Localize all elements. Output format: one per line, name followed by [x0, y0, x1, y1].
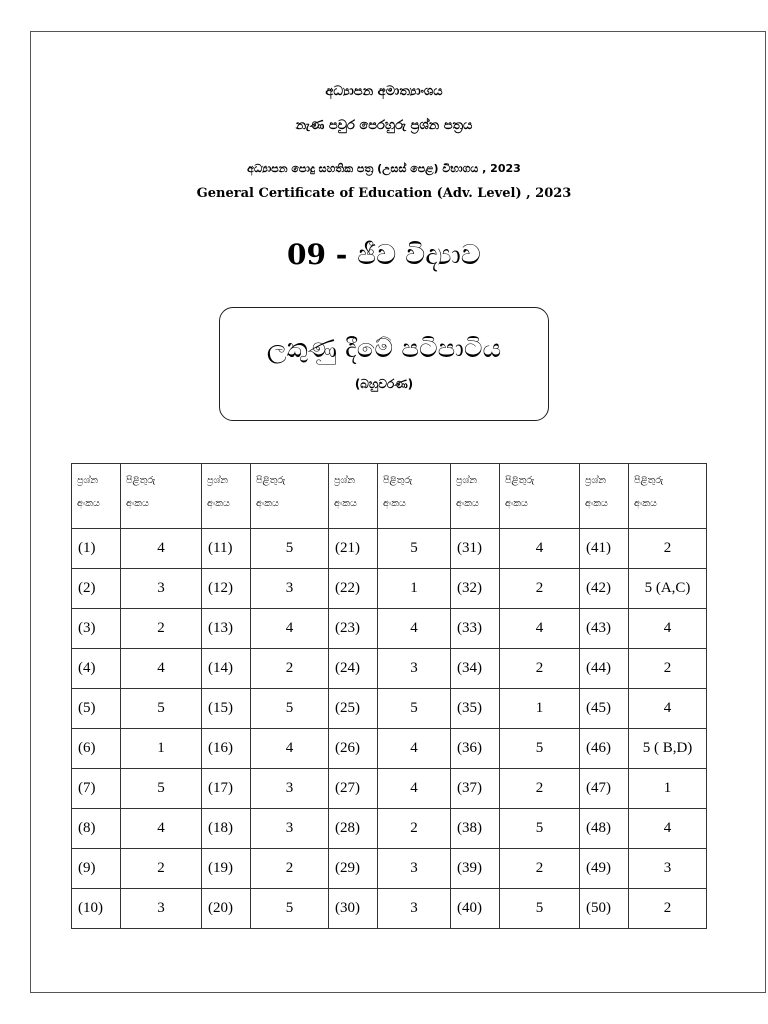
marking-scheme-subtitle: (බහුවරණ): [354, 377, 414, 391]
answer-cell: 4: [251, 729, 329, 769]
question-cell: (24): [329, 649, 378, 689]
answer-number-header: පිළිතුරු අංකය: [500, 464, 580, 529]
marking-scheme-box: [219, 307, 549, 421]
question-cell: (44): [580, 649, 629, 689]
subject-heading: [0, 238, 768, 272]
answer-cell: 4: [629, 689, 707, 729]
table-row: [72, 649, 707, 689]
answer-cell: 3: [378, 849, 451, 889]
question-cell: (3): [72, 609, 121, 649]
table-row: [72, 769, 707, 809]
answer-cell: 4: [629, 609, 707, 649]
answer-cell: 3: [378, 889, 451, 929]
answer-cell: 5: [500, 809, 580, 849]
answer-cell: 5 (A,C): [629, 569, 707, 609]
subject-name: ජීව විද්‍යාව: [357, 238, 481, 271]
subject-code: 09 -: [287, 238, 348, 271]
table-row: [72, 849, 707, 889]
table-row: [72, 809, 707, 849]
answer-cell: 3: [378, 649, 451, 689]
answer-cell: 5: [251, 689, 329, 729]
question-cell: (27): [329, 769, 378, 809]
answer-cell: 2: [629, 889, 707, 929]
answer-cell: 2: [500, 649, 580, 689]
question-cell: (8): [72, 809, 121, 849]
question-cell: (18): [202, 809, 251, 849]
answer-cell: 3: [121, 569, 202, 609]
question-cell: (31): [451, 529, 500, 569]
question-cell: (42): [580, 569, 629, 609]
answer-cell: 1: [629, 769, 707, 809]
question-cell: (41): [580, 529, 629, 569]
answer-cell: 4: [500, 529, 580, 569]
marking-scheme-title: ලකුණු දීමේ පටිපාටිය: [266, 334, 502, 364]
table-row: [72, 609, 707, 649]
answer-cell: 2: [500, 769, 580, 809]
question-cell: (9): [72, 849, 121, 889]
ministry-title: අධ්‍යාපන අමාත්‍යාංශය: [325, 84, 443, 99]
question-cell: (46): [580, 729, 629, 769]
answer-cell: 5: [251, 529, 329, 569]
table-row: [72, 729, 707, 769]
answer-number-header: පිළිතුරු අංකය: [251, 464, 329, 529]
question-number-header: ප්‍රශ්න අංකය: [329, 464, 378, 529]
answer-cell: 4: [251, 609, 329, 649]
answer-cell: 5: [500, 729, 580, 769]
answer-cell: 5: [378, 529, 451, 569]
exam-name-english: General Certificate of Education (Adv. Level) , 2023: [196, 186, 572, 201]
question-cell: (7): [72, 769, 121, 809]
question-cell: (13): [202, 609, 251, 649]
answer-cell: 3: [251, 569, 329, 609]
answer-cell: 2: [629, 529, 707, 569]
question-cell: (26): [329, 729, 378, 769]
table-row: [72, 529, 707, 569]
paper-title: නැණ පවුර පෙරහුරු ප්‍රශ්න පත්‍රය: [295, 118, 473, 133]
answer-cell: 2: [251, 849, 329, 889]
answer-cell: 1: [121, 729, 202, 769]
question-cell: (48): [580, 809, 629, 849]
question-cell: (2): [72, 569, 121, 609]
answer-cell: 1: [500, 689, 580, 729]
answer-cell: 2: [378, 809, 451, 849]
answer-cell: 4: [378, 609, 451, 649]
question-cell: (16): [202, 729, 251, 769]
answer-cell: 2: [500, 849, 580, 889]
question-cell: (38): [451, 809, 500, 849]
question-cell: (11): [202, 529, 251, 569]
answer-cell: 2: [121, 609, 202, 649]
question-cell: (29): [329, 849, 378, 889]
answer-cell: 2: [121, 849, 202, 889]
question-cell: (20): [202, 889, 251, 929]
question-cell: (19): [202, 849, 251, 889]
answer-cell: 4: [378, 769, 451, 809]
question-cell: (30): [329, 889, 378, 929]
answer-cell: 5: [121, 689, 202, 729]
exam-name-sinhala: අධ්‍යාපන පොදු සහතික පත්‍ර (උසස් පෙළ) විභාගය , 2023: [247, 162, 521, 175]
question-cell: (50): [580, 889, 629, 929]
answer-cell: 2: [251, 649, 329, 689]
answer-cell: 5: [251, 889, 329, 929]
question-cell: (33): [451, 609, 500, 649]
question-cell: (4): [72, 649, 121, 689]
question-cell: (43): [580, 609, 629, 649]
question-cell: (35): [451, 689, 500, 729]
question-cell: (34): [451, 649, 500, 689]
question-cell: (10): [72, 889, 121, 929]
question-cell: (5): [72, 689, 121, 729]
question-cell: (40): [451, 889, 500, 929]
answer-cell: 5: [121, 769, 202, 809]
answer-number-header: පිළිතුරු අංකය: [629, 464, 707, 529]
answer-cell: 4: [629, 809, 707, 849]
answer-cell: 3: [251, 769, 329, 809]
answer-cell: 3: [629, 849, 707, 889]
answer-cell: 4: [121, 649, 202, 689]
question-cell: (45): [580, 689, 629, 729]
question-cell: (32): [451, 569, 500, 609]
answer-cell: 5: [500, 889, 580, 929]
answer-cell: 4: [378, 729, 451, 769]
question-number-header: ප්‍රශ්න අංකය: [580, 464, 629, 529]
question-number-header: ප්‍රශ්න අංකය: [451, 464, 500, 529]
answer-number-header: පිළිතුරු අංකය: [378, 464, 451, 529]
answer-number-header: පිළිතුරු අංකය: [121, 464, 202, 529]
question-cell: (23): [329, 609, 378, 649]
question-cell: (37): [451, 769, 500, 809]
answer-cell: 4: [500, 609, 580, 649]
question-cell: (36): [451, 729, 500, 769]
answer-cell: 3: [251, 809, 329, 849]
answer-cell: 4: [121, 529, 202, 569]
answer-table: [71, 463, 707, 929]
answer-cell: 5 ( B,D): [629, 729, 707, 769]
table-row: [72, 569, 707, 609]
question-cell: (17): [202, 769, 251, 809]
question-cell: (21): [329, 529, 378, 569]
answer-cell: 4: [121, 809, 202, 849]
answer-cell: 3: [121, 889, 202, 929]
answer-cell: 5: [378, 689, 451, 729]
table-row: [72, 689, 707, 729]
answer-cell: 1: [378, 569, 451, 609]
question-cell: (6): [72, 729, 121, 769]
answer-cell: 2: [500, 569, 580, 609]
table-header-row: [72, 464, 707, 529]
question-cell: (22): [329, 569, 378, 609]
question-cell: (14): [202, 649, 251, 689]
question-cell: (1): [72, 529, 121, 569]
question-number-header: ප්‍රශ්න අංකය: [72, 464, 121, 529]
question-cell: (15): [202, 689, 251, 729]
question-cell: (39): [451, 849, 500, 889]
question-number-header: ප්‍රශ්න අංකය: [202, 464, 251, 529]
question-cell: (49): [580, 849, 629, 889]
question-cell: (12): [202, 569, 251, 609]
question-cell: (25): [329, 689, 378, 729]
question-cell: (47): [580, 769, 629, 809]
table-row: [72, 889, 707, 929]
question-cell: (28): [329, 809, 378, 849]
answer-cell: 2: [629, 649, 707, 689]
